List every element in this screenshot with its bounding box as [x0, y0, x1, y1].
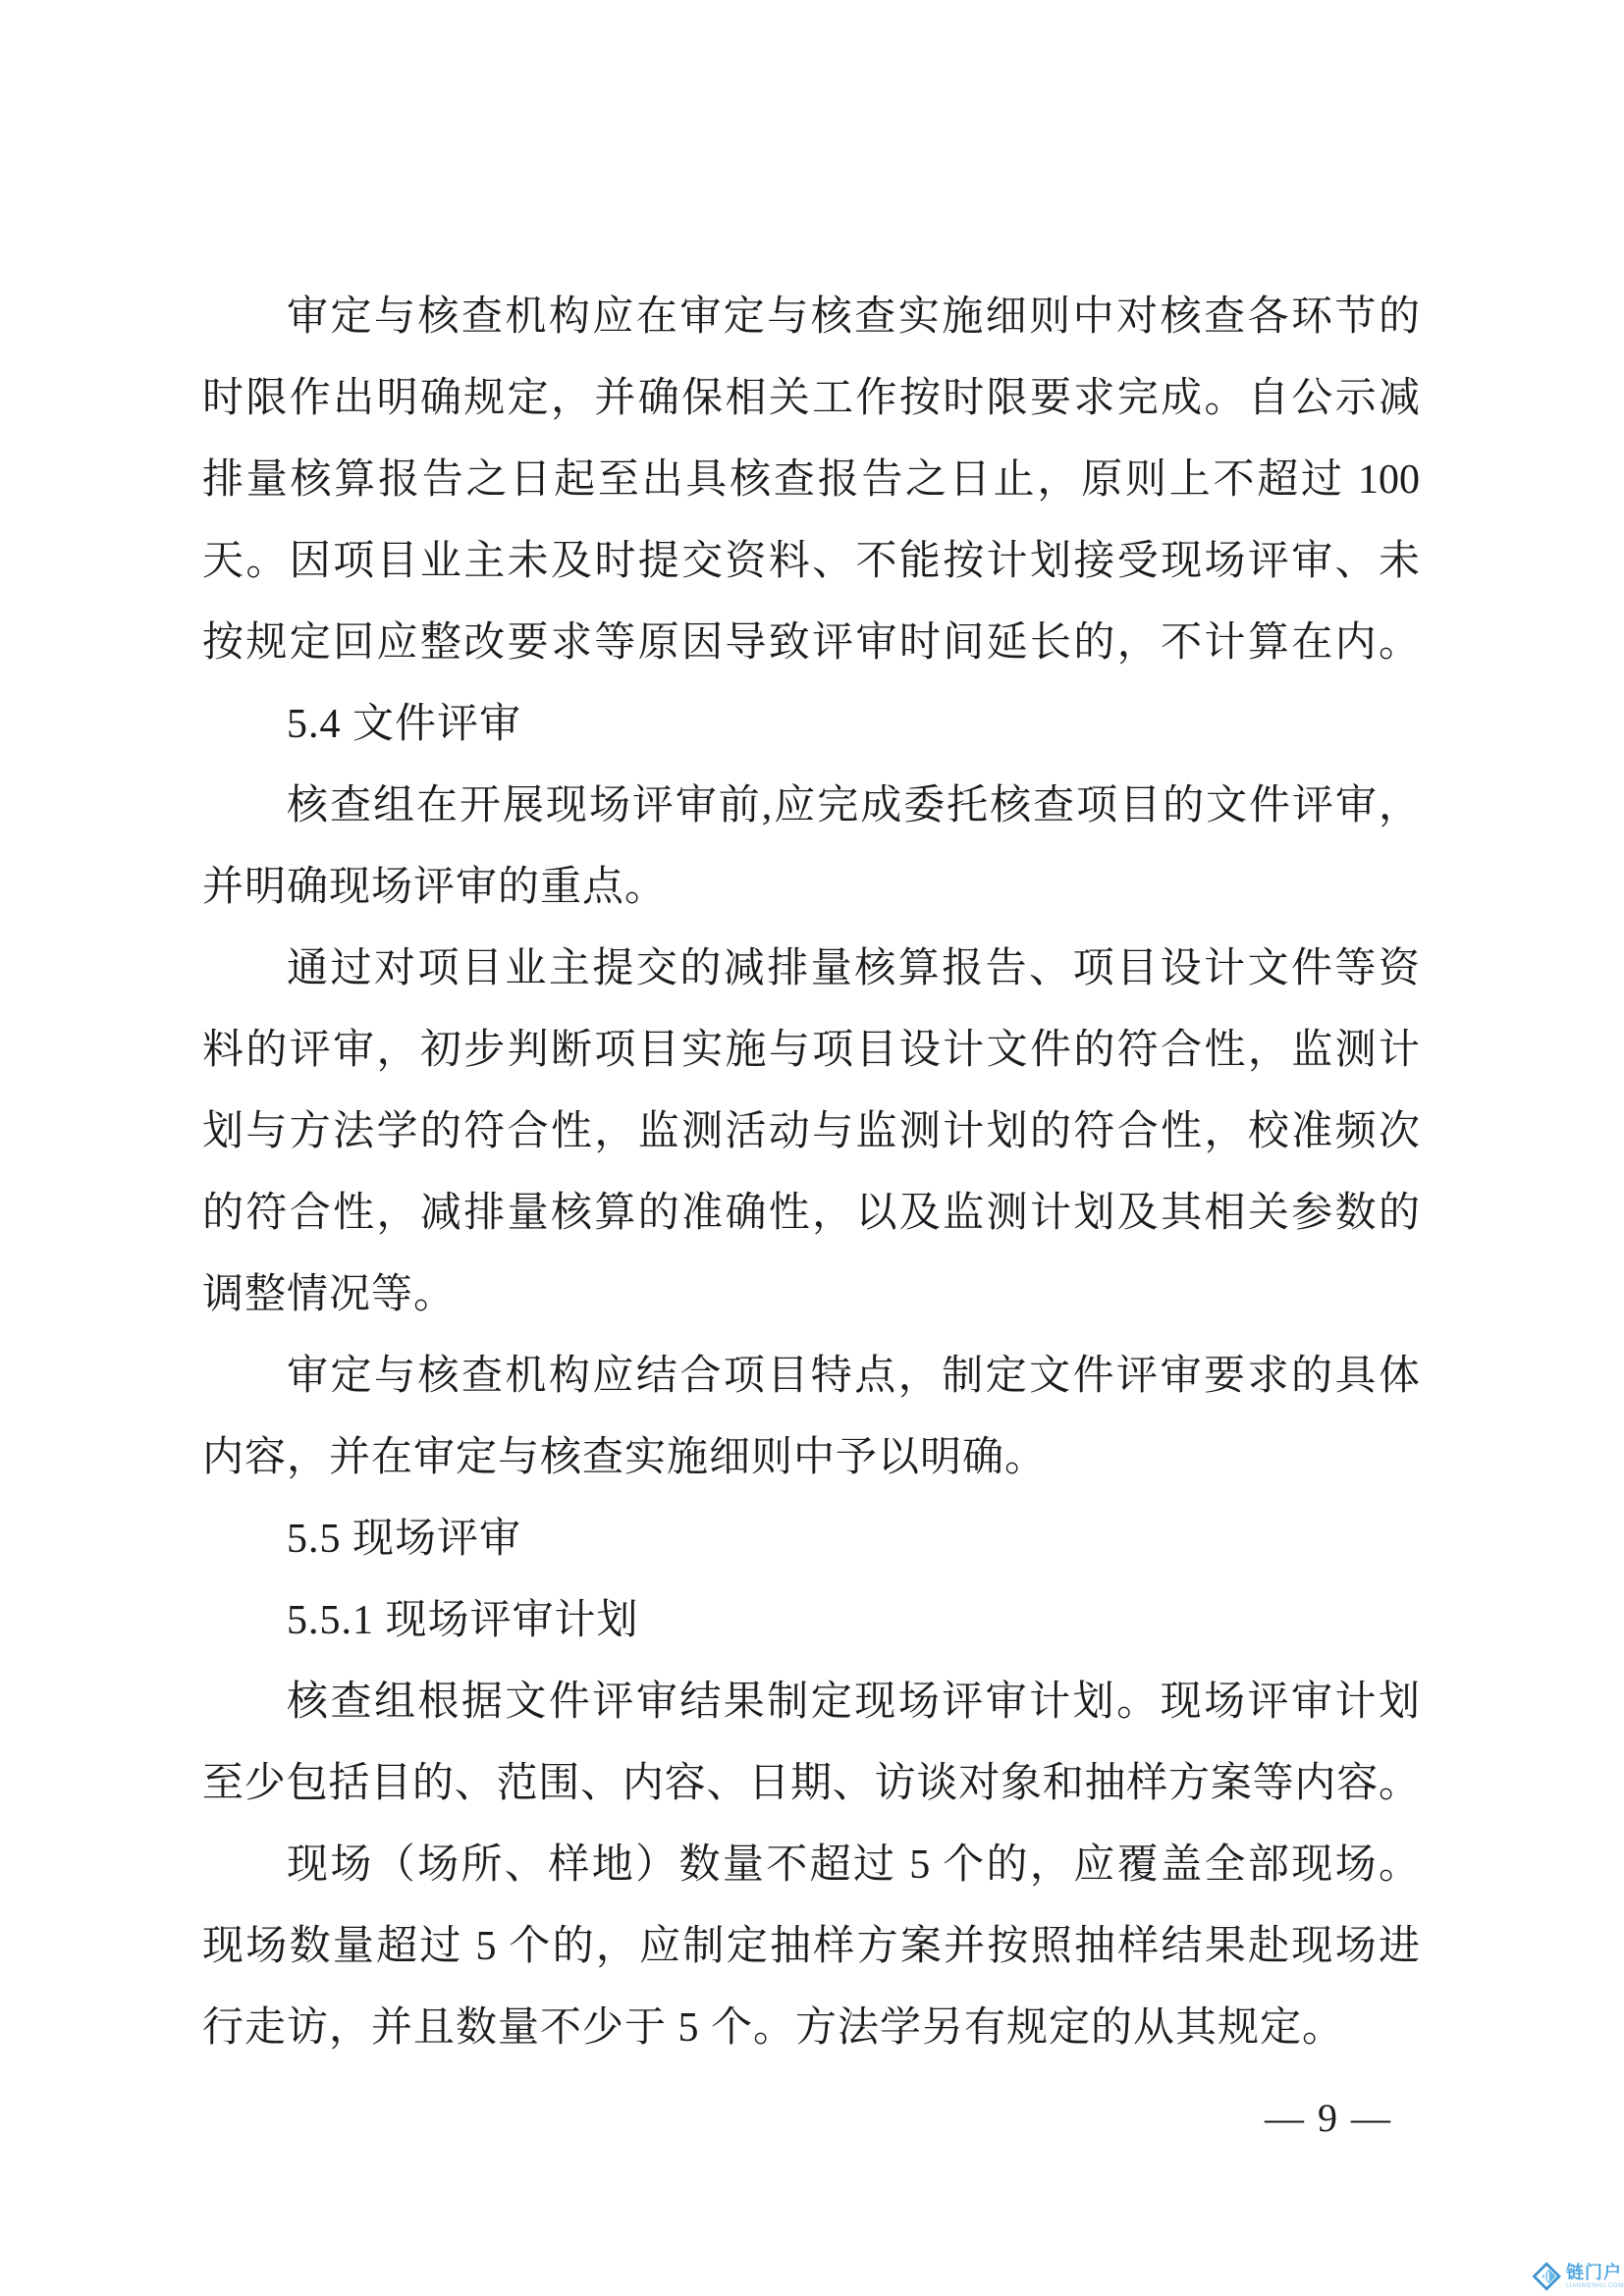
document-body [202, 277, 1420, 2069]
text-line: 划与方法学的符合性，监测活动与监测计划的符合性，校准频次 [202, 1109, 1420, 1154]
watermark [1532, 2259, 1622, 2294]
section-heading: 5.5 现场评审 [287, 1517, 522, 1562]
text-line: 按规定回应整改要求等原因导致评审时间延长的，不计算在内。 [202, 620, 1420, 666]
text-line: 现场数量超过 5 个的，应制定抽样方案并按照抽样结果赴现场进 [202, 1924, 1420, 1969]
text-line: 核查组在开展现场评审前,应完成委托核查项目的文件评审， [287, 783, 1420, 828]
text-line: 至少包括目的、范围、内容、日期、访谈对象和抽样方案等内容。 [202, 1761, 1420, 1806]
watermark-text [1566, 2263, 1624, 2290]
text-line: 调整情况等。 [202, 1272, 457, 1317]
text-line: 天。因项目业主未及时提交资料、不能按计划接受现场评审、未 [202, 539, 1420, 584]
text-line: 料的评审，初步判断项目实施与项目设计文件的符合性，监测计 [202, 1028, 1420, 1073]
watermark-site-url: LIANMENHU.COM [1566, 2283, 1624, 2289]
text-line: 现场（场所、样地）数量不超过 5 个的，应覆盖全部现场。 [287, 1842, 1420, 1888]
text-line: 内容，并在审定与核查实施细则中予以明确。 [202, 1435, 1048, 1480]
text-line: 审定与核查机构应结合项目特点，制定文件评审要求的具体 [287, 1354, 1420, 1399]
text-line: 审定与核查机构应在审定与核查实施细则中对核查各环节的 [287, 294, 1420, 340]
text-line: 通过对项目业主提交的减排量核算报告、项目设计文件等资 [287, 946, 1420, 991]
watermark-site-name: 链门户 [1566, 2263, 1622, 2282]
text-line: 核查组根据文件评审结果制定现场评审计划。现场评审计划 [287, 1680, 1420, 1725]
page-number: — 9 — [1265, 2096, 1392, 2140]
lianmenhu-logo-icon [1532, 2261, 1563, 2292]
section-heading: 5.5.1 现场评审计划 [287, 1598, 639, 1643]
text-line: 时限作出明确规定，并确保相关工作按时限要求完成。自公示减 [202, 376, 1420, 421]
text-line: 排量核算报告之日起至出具核查报告之日止，原则上不超过 100 [202, 457, 1420, 503]
text-line: 的符合性，减排量核算的准确性，以及监测计划及其相关参数的 [202, 1191, 1420, 1236]
section-heading: 5.4 文件评审 [287, 702, 522, 747]
text-line: 行走访，并且数量不少于 5 个。方法学另有规定的从其规定。 [202, 2005, 1345, 2051]
text-line: 并明确现场评审的重点。 [202, 865, 668, 910]
